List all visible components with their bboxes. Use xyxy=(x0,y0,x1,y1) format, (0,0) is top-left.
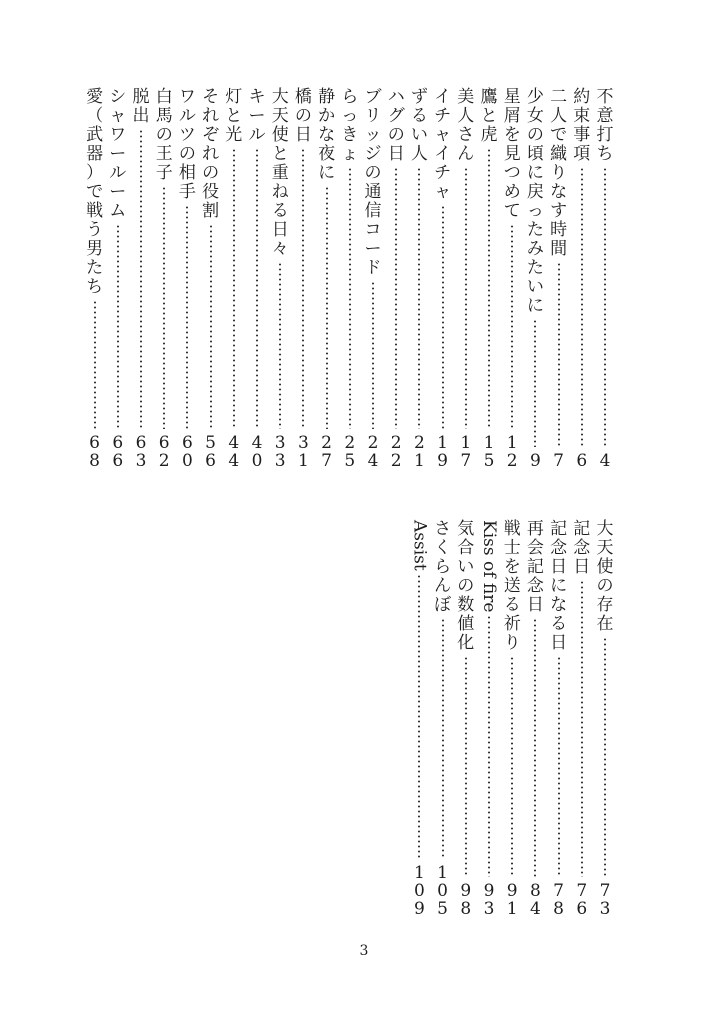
toc-entry-page: 5 6 xyxy=(205,433,216,471)
toc-entry-title: ワ ル ツ の 相 手 xyxy=(178,87,196,202)
toc-entry-page: 2 5 xyxy=(344,433,356,471)
leader-dots xyxy=(581,580,583,877)
toc-entry xyxy=(523,520,547,918)
toc-entry-page: 6 6 xyxy=(112,433,124,471)
toc-entry-title: イ チ ャ イ チ ャ xyxy=(434,87,452,202)
toc-entry-page: 7 xyxy=(553,451,564,471)
toc-entry xyxy=(570,520,594,918)
toc-entry-page: 2 1 xyxy=(413,433,425,471)
toc-entry-title: 不 意 打 ち xyxy=(596,87,614,164)
toc-entry-title: 美 人 さ ん xyxy=(457,87,475,164)
toc-entry-title: そ れ ぞ れ の 役 割 xyxy=(202,87,220,221)
toc-entry xyxy=(593,520,617,918)
toc-entry-title: Assist xyxy=(409,520,430,571)
toc-entry-page: 6 0 xyxy=(181,433,193,471)
leader-dots xyxy=(511,656,513,877)
toc-entry-title: 再 会 記 念 日 xyxy=(526,519,544,615)
toc-entry-title: 二 人 で 織 り な す 時 間 xyxy=(550,87,568,259)
toc-entry-page: 7 6 xyxy=(576,881,588,919)
toc-entry-page: 1 5 xyxy=(483,433,495,471)
toc-entry-title: 記 念 日 xyxy=(573,519,591,577)
toc-entry-title: ず る い 人 xyxy=(410,87,428,164)
toc-entry-page: 9 1 xyxy=(506,881,518,919)
toc-entry-page: 9 xyxy=(529,451,541,471)
toc-entry-title: ハ グ の 日 xyxy=(387,87,405,164)
toc-entry-title: ブ リ ッ ジ の 通 信 コ ー ド xyxy=(364,87,382,278)
toc-entry-page: 2 4 xyxy=(367,433,379,471)
toc-entry-page: 3 1 xyxy=(297,433,309,471)
toc-entry-title: キ ー ル xyxy=(248,87,266,145)
toc-entry-title: 大 天 使 の 存 在 xyxy=(596,519,614,634)
toc-entry-title: Kiss of fire xyxy=(479,520,499,613)
toc-entry-page: 6 xyxy=(576,451,588,471)
toc-entry-title: ら っ き ょ xyxy=(341,87,359,164)
toc-entry-title: 橋 の 日 xyxy=(294,87,312,145)
toc-entry-title: 脱 出 xyxy=(132,87,150,126)
toc-entry-page: 6 3 xyxy=(135,433,147,471)
toc-entry-page: 7 3 xyxy=(599,881,611,919)
toc-entry-page: 1 2 xyxy=(506,433,518,471)
toc-entry-page: 3 3 xyxy=(274,433,286,471)
toc-entry-title: 気 合 い の 数 値 化 xyxy=(457,519,475,653)
toc-entry-title: シ ャ ワ ー ル ー ム xyxy=(109,87,127,221)
leader-dots xyxy=(418,574,420,859)
toc-entry-title: 約 束 事 項 xyxy=(573,87,591,164)
toc-entry-page: 2 7 xyxy=(321,433,332,471)
toc-entry-page: 9 8 xyxy=(460,881,472,919)
toc-entry-page: 8 4 xyxy=(529,881,541,919)
toc-entry-page: 9 3 xyxy=(483,881,495,919)
toc-entry xyxy=(500,520,524,918)
toc-entry-page: 7 8 xyxy=(553,881,564,919)
toc-entry-page: 1 9 xyxy=(437,433,448,471)
toc-entry-title: さ く ら ん ぼ xyxy=(434,519,452,615)
toc-entry-page: 1 0 9 xyxy=(413,863,425,919)
leader-dots xyxy=(558,656,560,877)
toc-entry-page: 2 2 xyxy=(390,433,402,471)
toc-entry xyxy=(547,520,571,918)
toc-entry-page: 4 xyxy=(599,451,611,471)
toc-entry-title: 鷹 と 虎 xyxy=(480,87,498,145)
toc-entry xyxy=(454,520,478,918)
toc-entry-title: 少 女 の 頃 に 戻 っ た み た い に xyxy=(526,87,544,316)
toc-entry-page: 1 0 5 xyxy=(437,863,448,919)
leader-dots xyxy=(488,615,490,877)
toc-entry-page: 6 8 xyxy=(89,433,100,471)
toc-entry xyxy=(431,520,455,918)
toc-entry-page: 6 2 xyxy=(158,433,170,471)
toc-entry-title: 灯 と 光 xyxy=(225,87,243,145)
toc-entry-title: 戦 士 を 送 る 祈 り xyxy=(503,519,521,653)
toc-entry-title: 愛 （ 武 器 ） で 戦 う 男 た ち xyxy=(86,87,104,297)
toc-entry-page: 4 4 xyxy=(228,433,240,471)
leader-dots xyxy=(534,618,536,877)
toc-entry xyxy=(477,520,501,918)
toc-entry-page: 4 0 xyxy=(251,433,263,471)
toc-entry-title: 大 天 使 と 重 ね る 日 々 xyxy=(271,87,289,259)
toc-entry-title: 静 か な 夜 に xyxy=(318,87,336,183)
toc-entry-title: 白 馬 の 王 子 xyxy=(155,87,173,183)
toc-entry-page: 1 7 xyxy=(460,433,472,471)
leader-dots xyxy=(465,656,467,877)
toc-entry-title: 記 念 日 に な る 日 xyxy=(550,519,568,653)
page-number: 3 xyxy=(359,943,369,959)
toc-entry xyxy=(407,520,431,918)
leader-dots xyxy=(604,637,606,877)
leader-dots xyxy=(442,618,444,859)
toc-entry-title: 星 屑 を 見 つ め て xyxy=(503,87,521,221)
